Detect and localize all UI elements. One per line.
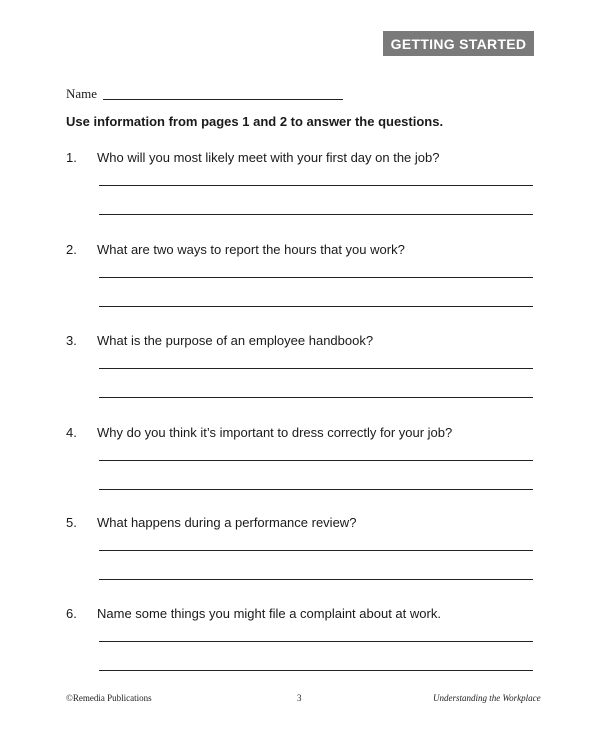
answer-line[interactable] <box>99 368 533 369</box>
question-number: 1. <box>66 150 77 165</box>
answer-line[interactable] <box>99 670 533 671</box>
question-text: What are two ways to report the hours that you work? <box>97 242 405 257</box>
instructions-heading: Use information from pages 1 and 2 to answer the questions. <box>66 114 444 129</box>
answer-line[interactable] <box>99 579 533 580</box>
question-text: Who will you most likely meet with your first day on the job? <box>97 150 440 165</box>
answer-line[interactable] <box>99 489 533 490</box>
question-number: 6. <box>66 606 77 621</box>
question-number: 3. <box>66 333 77 348</box>
answer-line[interactable] <box>99 214 533 215</box>
question-text: Name some things you might file a complaint about at work. <box>97 606 441 621</box>
answer-line[interactable] <box>99 460 533 461</box>
question-number: 4. <box>66 425 77 440</box>
question-text: What is the purpose of an employee handbook? <box>97 333 374 348</box>
question-text: What happens during a performance review? <box>97 515 357 530</box>
section-banner: GETTING STARTED <box>383 31 534 56</box>
question-number: 2. <box>66 242 77 257</box>
answer-line[interactable] <box>99 306 533 307</box>
footer-book-title: Understanding the Workplace <box>433 693 541 703</box>
answer-line[interactable] <box>99 277 533 278</box>
question-text: Why do you think it’s important to dress correctly for your job? <box>97 425 453 440</box>
answer-line[interactable] <box>99 397 533 398</box>
answer-line[interactable] <box>99 550 533 551</box>
name-field-row <box>66 86 343 102</box>
footer-publisher: ©Remedia Publications <box>66 693 152 703</box>
answer-line[interactable] <box>99 641 533 642</box>
footer-page-number: 3 <box>297 693 302 703</box>
name-label: Name <box>66 86 98 101</box>
name-input-line[interactable] <box>103 99 343 100</box>
answer-line[interactable] <box>99 185 533 186</box>
question-number: 5. <box>66 515 77 530</box>
